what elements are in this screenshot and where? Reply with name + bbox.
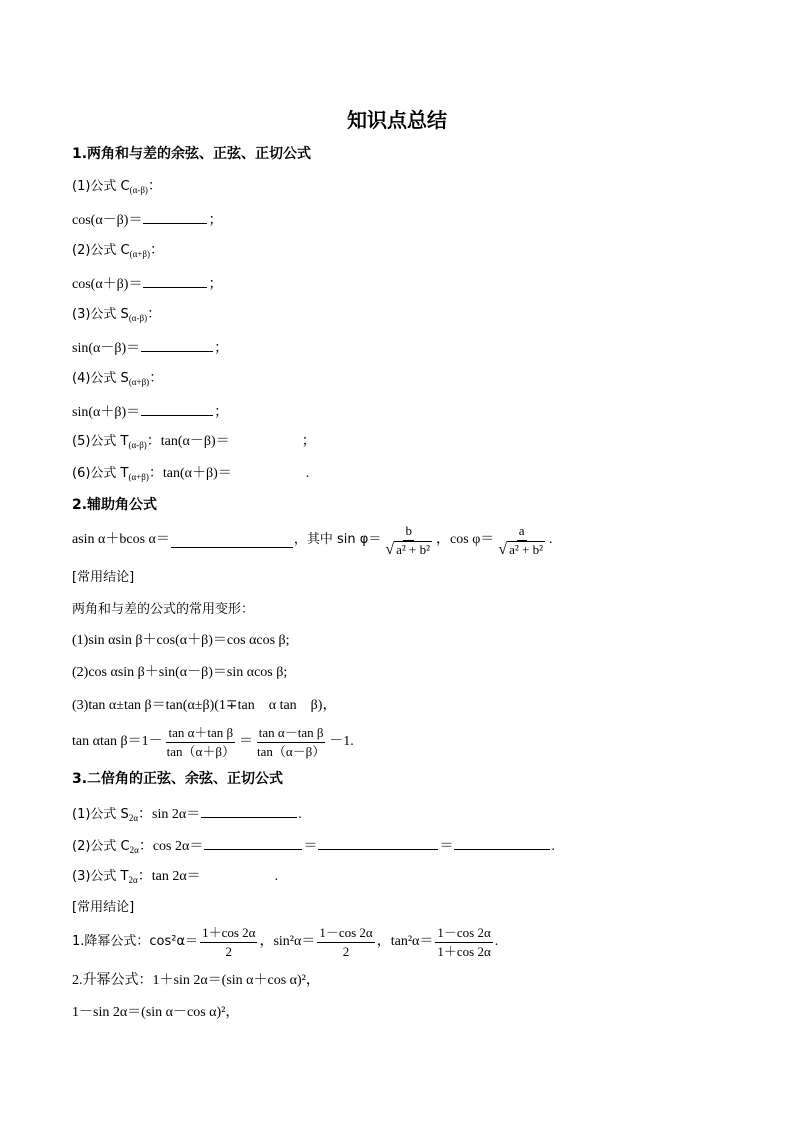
formula-s-minus-eq: sin(α－β)＝ ； [72,337,228,357]
fraction-cos2: $\frac{1+\cos 2\alpha}{2}$ [202,924,256,959]
fraction-tan-diff: $\frac{\text{tan α－tan β}}{\tan(\alpha-\beta)}$ [256,724,326,759]
formula-s2a: (1)公式 $S_{2\alpha}$：sin 2α＝ . [72,803,302,823]
fraction-sin2: $\frac{1-\cos 2\alpha}{2}$ [319,924,373,959]
formula-c-minus-label: (1)公式 $C_{(\alpha-\beta)}$： [72,179,162,195]
answer-blank[interactable] [141,401,213,416]
variant-4: tan αtan β＝1－ $\frac{\text{tan α＋tan β}}{\tan(\alpha+\beta)}$ ＝ $\frac{\text{tan α－tan β}}{\tan(\alpha-\beta)}$ －1. [72,724,354,759]
formula-c-plus-label: (2)公式 $C_{(\alpha+\beta)}$： [72,243,164,259]
common-conclusions-label-2: [常用结论] [72,900,135,915]
section-1-heading: 1.两角和与差的余弦、正弦、正切公式 [72,146,312,162]
answer-blank[interactable] [141,337,213,352]
power-raising-formula-2: 1－sin 2α＝(sin α－cos α)²， [72,1005,240,1020]
formula-s-minus-label: (3)公式 $S_{(\alpha-\beta)}$： [72,307,162,323]
formula-t2a: (3)公式 $T_{2\alpha}$：tan 2α＝ . [72,869,279,885]
sqrt-symbol: √ [385,540,395,558]
formula-t-minus: (5)公式 $T_{(\alpha-\beta)}$：tan(α－β)＝ ； [72,434,316,450]
section-3-heading: 3.二倍角的正弦、余弦、正切公式 [72,771,284,787]
formula-c-plus-eq: cos(α＋β)＝ ； [72,273,222,293]
power-reduction-formula: 1.降幂公式：cos²α＝ $\frac{1+\cos 2\alpha}{2}$ ，sin²α＝ $\frac{1-\cos 2\alpha}{2}$ ，tan²α＝ $\frac{1-\cos 2\alpha}{1+\cos 2\alpha}$ . [72,924,499,959]
section-2-heading: 2.辅助角公式 [72,497,158,513]
formula-t-plus: (6)公式 $T_{(\alpha+\beta)}$：tan(α＋β)＝ . [72,466,310,482]
answer-blank[interactable] [171,533,293,548]
variants-intro: 两角和与差的公式的常用变形： [72,602,255,617]
auxiliary-angle-formula: asin α＋bcos α＝ ，其中 sin φ＝ b √ a² + b² ，cos φ＝ a √ a² + b² . [72,522,553,558]
answer-blank[interactable] [204,835,302,850]
fraction-cos-phi: a √ a² + b² [498,522,543,558]
answer-blank[interactable] [143,273,207,288]
variant-1: (1)sin αsin β＋cos(α＋β)＝cos αcos β; [72,633,290,648]
formula-c2a: (2)公式 $C_{2\alpha}$：cos 2α＝ ＝ ＝ . [72,835,555,855]
sqrt-symbol: √ [498,540,508,558]
power-raising-formula-1: 2.升幂公式：1＋sin 2α＝(sin α＋cos α)²， [72,973,320,988]
common-conclusions-label: [常用结论] [72,570,135,585]
answer-blank[interactable] [201,803,297,818]
answer-blank[interactable] [143,209,207,224]
fraction-tan-sum: $\frac{\text{tan α＋tan β}}{\tan(\alpha+\beta)}$ [166,724,235,759]
fraction-tan2: $\frac{1-\cos 2\alpha}{1+\cos 2\alpha}$ [437,924,491,959]
formula-c-minus-eq: cos(α－β)＝ ； [72,209,222,229]
variant-3: (3)tan α±tan β＝tan(α±β)(1∓tan α tan β)， [72,698,337,713]
formula-s-plus-eq: sin(α＋β)＝ ； [72,401,228,421]
formula-s-plus-label: (4)公式 $S_{(\alpha+\beta)}$： [72,371,164,387]
page-title: 知识点总结 [347,108,447,132]
answer-blank[interactable] [454,835,550,850]
variant-2: (2)cos αsin β＋sin(α－β)＝sin αcos β; [72,665,288,680]
fraction-sin-phi: b √ a² + b² [385,522,431,558]
answer-blank[interactable] [318,835,438,850]
